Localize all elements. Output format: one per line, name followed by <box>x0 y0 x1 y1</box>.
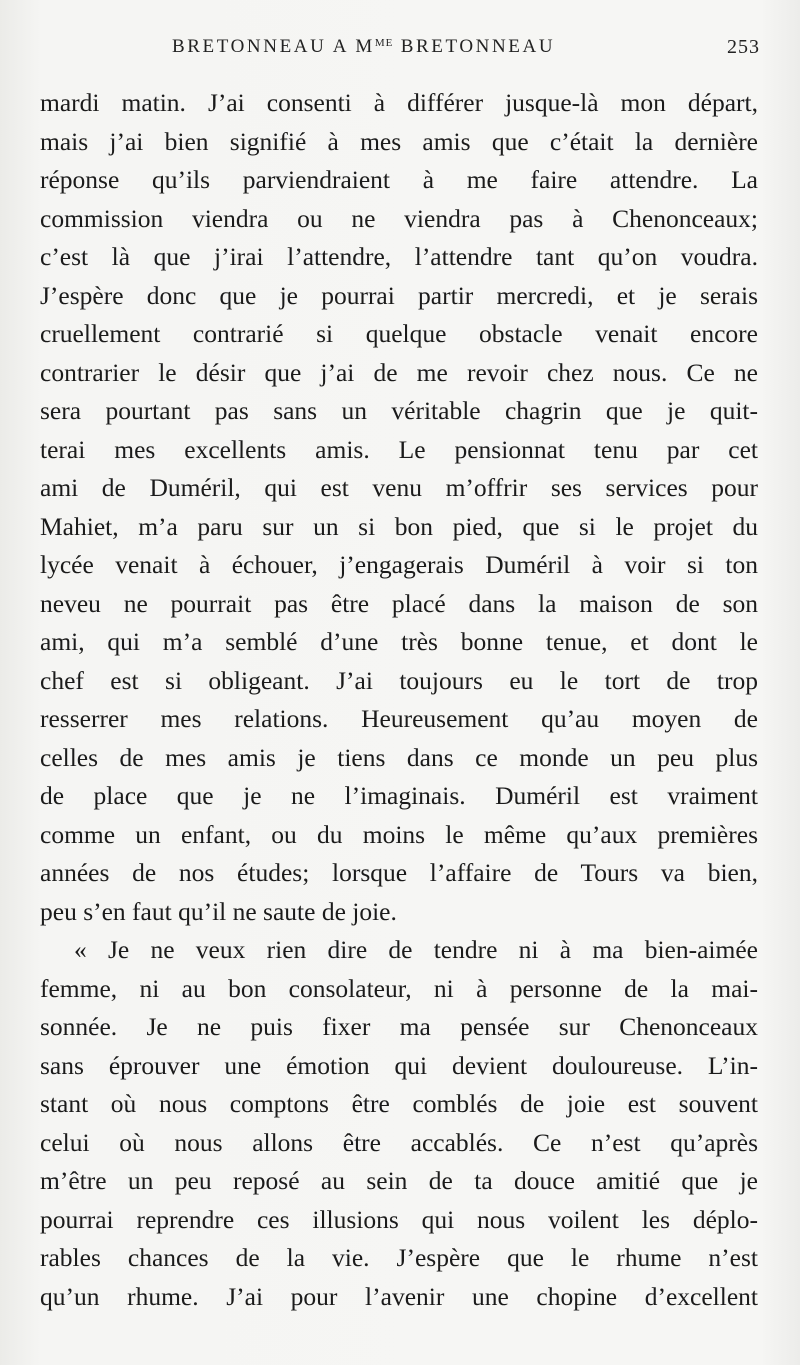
paragraph-first-line: « Je ne veux rien dire de tendre ni à ma bien-aimée <box>74 935 758 964</box>
text-line: chef est si obligeant. J’ai toujours eu le tort de trop <box>40 665 758 695</box>
text-line: réponse qu’ils parviendraient à me faire attendre. La <box>40 165 758 194</box>
text-line: Mahiet, m’a paru sur un si bon pied, que si le projet du <box>40 511 758 541</box>
running-head-title-part: BRETONNEAU <box>393 36 556 57</box>
text-line: lycée venait à échouer, j’engagerais Duméril à voir si ton <box>40 550 758 579</box>
running-head-superscript: ME <box>374 37 394 49</box>
paragraph-last-line: peu s’en faut qu’il ne saute de joie. <box>40 896 397 926</box>
text-line: contrarier le désir que j’ai de me revoir chez nous. Ce ne <box>40 357 758 387</box>
text-line: de place que je ne l’imaginais. Duméril est vraiment <box>40 781 758 810</box>
running-head-title-part: BRETONNEAU A M <box>172 36 375 57</box>
text-line: ami, qui m’a semblé d’une très bonne tenue, et dont le <box>40 627 758 656</box>
text-line: années de nos études; lorsque l’affaire de Tours va bien, <box>40 858 758 887</box>
text-line: terai mes excellents amis. Le pensionnat tenu par cet <box>40 434 758 464</box>
text-line: celles de mes amis je tiens dans ce monde un peu plus <box>40 742 758 772</box>
text-line: mais j’ai bien signifié à mes amis que c’était la dernière <box>40 126 758 156</box>
text-line: mardi matin. J’ai consenti à différer jusque-là mon départ, <box>40 88 758 117</box>
text-line: rables chances de la vie. J’espère que le rhume n’est <box>40 1243 758 1272</box>
text-line: qu’un rhume. J’ai pour l’avenir une chopine d’excellent <box>40 1281 758 1311</box>
text-line: resserrer mes relations. Heureusement qu’au moyen de <box>40 704 758 733</box>
text-line: c’est là que j’irai l’attendre, l’attendre tant qu’on voudra. <box>40 242 758 271</box>
text-line: comme un enfant, ou du moins le même qu’aux premières <box>40 819 758 849</box>
page-number: 253 <box>727 36 760 58</box>
text-line: pourrai reprendre ces illusions qui nous voilent les déplo- <box>40 1204 758 1234</box>
text-line: celui où nous allons être accablés. Ce n’est qu’après <box>40 1127 758 1157</box>
text-line: J’espère donc que je pourrai partir mercredi, et je serais <box>40 280 758 310</box>
text-line: sonnée. Je ne puis fixer ma pensée sur Chenonceaux <box>40 1012 758 1041</box>
body-text <box>40 84 758 1316</box>
text-line: femme, ni au bon consolateur, ni à personne de la mai- <box>40 973 758 1003</box>
text-line: commission viendra ou ne viendra pas à Chenonceaux; <box>40 203 758 233</box>
running-head-title <box>172 36 555 58</box>
text-line: sans éprouver une émotion qui devient douloureuse. L’in- <box>40 1050 758 1080</box>
text-line: neveu ne pourrait pas être placé dans la maison de son <box>40 588 758 618</box>
text-line: stant où nous comptons être comblés de joie est souvent <box>40 1089 758 1118</box>
text-line: cruellement contrarié si quelque obstacle venait encore <box>40 319 758 348</box>
text-line: ami de Duméril, qui est venu m’offrir ses services pour <box>40 473 758 502</box>
running-head <box>0 36 800 60</box>
text-line: m’être un peu reposé au sein de ta douce amitié que je <box>40 1166 758 1195</box>
text-line: sera pourtant pas sans un véritable chagrin que je quit- <box>40 396 758 425</box>
